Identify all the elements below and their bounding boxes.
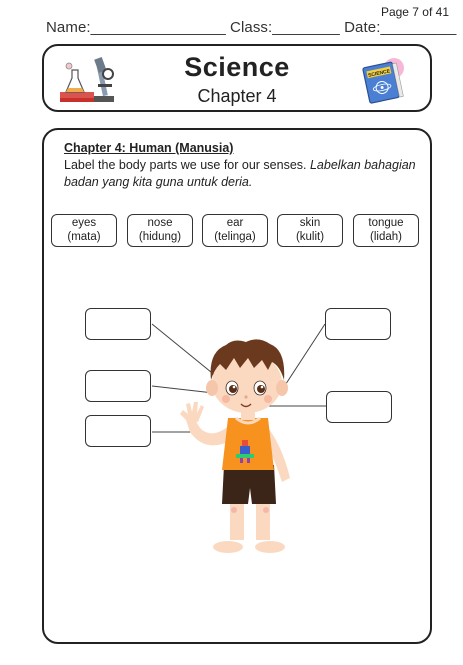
page-subtitle: Chapter 4 — [197, 86, 277, 106]
right-foot — [255, 541, 285, 553]
word-ms: (mata) — [67, 231, 101, 243]
word-ms: (telinga) — [214, 231, 256, 243]
shorts — [222, 465, 276, 504]
word-en: eyes — [71, 217, 97, 229]
answer-box-right-1[interactable] — [325, 308, 391, 340]
word-ms: (hidung) — [138, 231, 182, 243]
page-number: Page 7 of 41 — [380, 5, 449, 19]
connector-line-ear — [280, 324, 325, 393]
student-info-line: Name:________________ Class:________ Date:_________ — [46, 19, 457, 36]
answer-box-left-2[interactable] — [85, 370, 151, 402]
section-heading: Chapter 4: Human (Manusia) — [64, 141, 234, 155]
answer-box-left-1[interactable] — [85, 308, 151, 340]
nose — [244, 395, 247, 398]
answer-box-left-3[interactable] — [85, 415, 151, 447]
waving-hand — [180, 402, 204, 422]
word-en: ear — [226, 217, 244, 229]
left-ear — [206, 380, 218, 396]
page-title: Science — [184, 52, 290, 82]
instruction-malay: Labelkan bahagian badan yang kita guna untuk deria. — [64, 158, 416, 189]
left-arm — [186, 418, 230, 445]
word-ms: (lidah) — [370, 231, 402, 243]
word-ms: (kulit) — [295, 231, 325, 243]
left-foot — [213, 541, 243, 553]
book-cover-text: SCIENCE — [367, 68, 391, 79]
word-en: tongue — [368, 217, 404, 229]
word-en: skin — [299, 217, 321, 229]
word-en: nose — [147, 217, 173, 229]
right-ear — [276, 380, 288, 396]
answer-box-right-2[interactable] — [326, 391, 392, 423]
instruction-english: Label the body parts we use for our senses. — [64, 158, 310, 172]
